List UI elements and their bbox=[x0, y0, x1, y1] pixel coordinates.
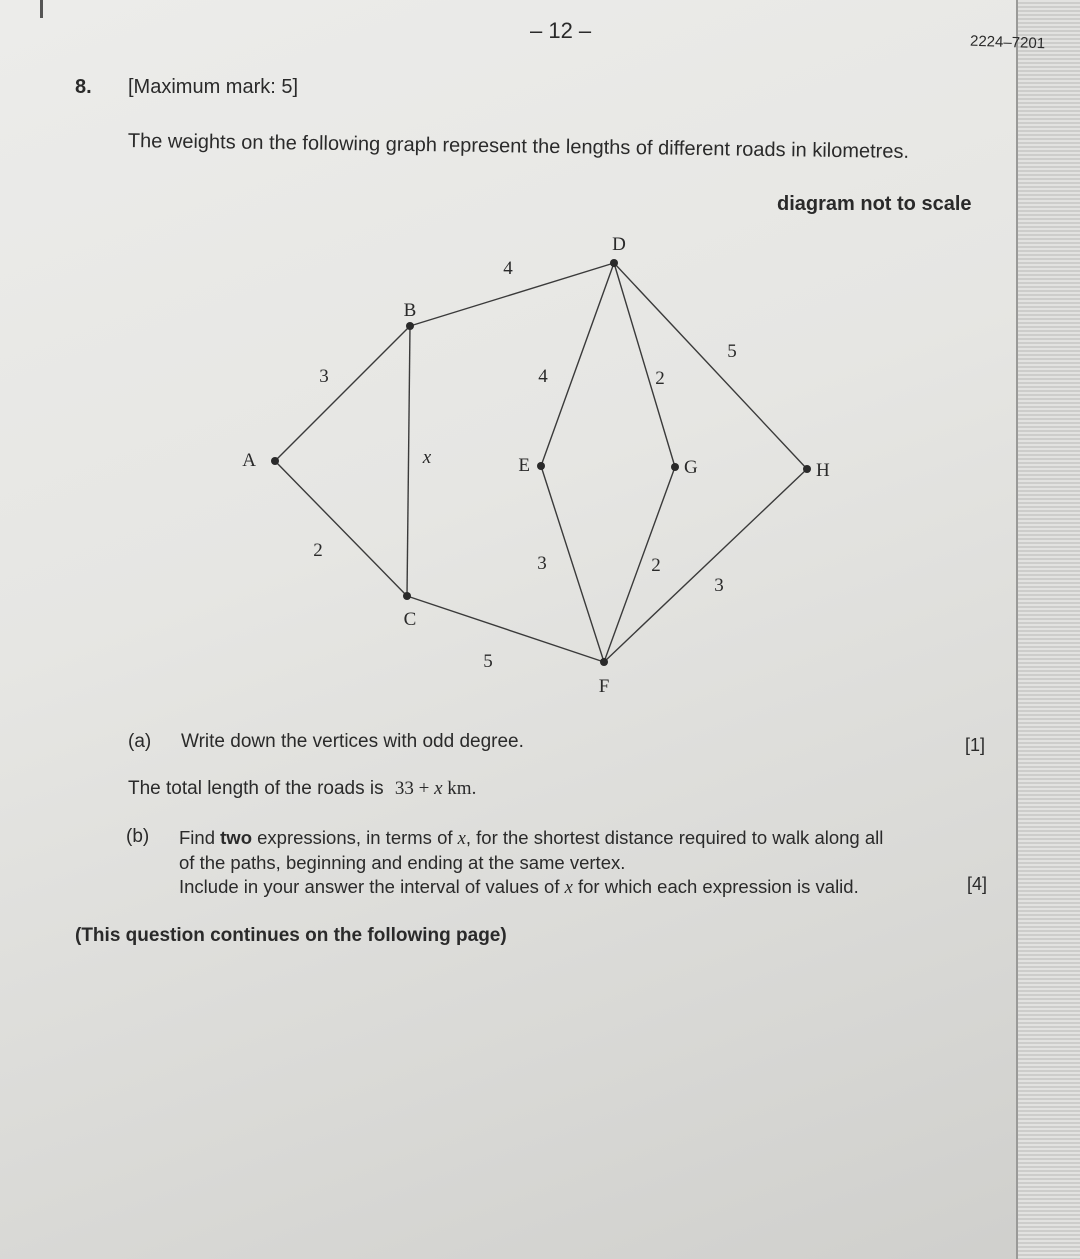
scale-note: diagram not to scale bbox=[777, 193, 972, 215]
vertex-label-h: H bbox=[816, 460, 830, 481]
edge-weight-b-d: 4 bbox=[503, 258, 513, 279]
vertex-label-f: F bbox=[598, 676, 610, 697]
edge-weight-a-b: 3 bbox=[319, 366, 329, 387]
part-b-label: (b) bbox=[126, 826, 150, 847]
edge-weight-h-f: 3 bbox=[714, 575, 724, 596]
question-number: 8. bbox=[75, 76, 92, 98]
edge-weight-d-h: 5 bbox=[727, 341, 737, 362]
maximum-mark: [Maximum mark: 5] bbox=[128, 76, 299, 98]
vertex-label-a: A bbox=[242, 450, 256, 471]
edge-a-b bbox=[275, 326, 410, 461]
edge-weight-e-f: 3 bbox=[537, 553, 547, 574]
total-length-text: The total length of the roads is bbox=[128, 778, 384, 799]
vertex-d bbox=[610, 259, 618, 267]
edge-b-c bbox=[407, 326, 410, 596]
part-b-marks: [4] bbox=[967, 874, 988, 894]
vertex-c bbox=[403, 592, 411, 600]
page-number: – 12 – bbox=[530, 18, 592, 43]
edge-e-f bbox=[541, 466, 604, 662]
part-a-label: (a) bbox=[128, 731, 152, 752]
part-a-marks: [1] bbox=[965, 735, 986, 755]
vertex-label-c: C bbox=[403, 609, 417, 630]
total-length-statement bbox=[128, 778, 476, 800]
question-intro: The weights on the following graph represent the lengths of different roads in kilometres. bbox=[127, 130, 910, 163]
edge-d-g bbox=[614, 263, 675, 467]
vertex-a bbox=[271, 457, 279, 465]
edge-weight-a-c: 2 bbox=[313, 540, 323, 561]
edge-weight-d-g: 2 bbox=[655, 368, 665, 389]
part-b-text: Find two expressions, in terms of x, for the shortest distance required to walk along all of the paths, beginning and ending at the same vertex. Include in your answer the interval of values of x for which each expression is valid. bbox=[179, 827, 884, 898]
edge-h-f bbox=[604, 469, 807, 662]
vertex-label-e: E bbox=[518, 455, 530, 476]
edge-d-e bbox=[541, 263, 614, 466]
edge-d-h bbox=[614, 263, 807, 469]
vertex-e bbox=[537, 462, 545, 470]
edge-weight-g-f: 2 bbox=[651, 555, 661, 576]
edge-weight-c-f: 5 bbox=[483, 651, 493, 672]
paper-code: 2224–7201 bbox=[969, 32, 1046, 53]
vertex-f bbox=[600, 658, 608, 666]
edge-g-f bbox=[604, 467, 675, 662]
edge-a-c bbox=[275, 461, 407, 596]
part-a-text: Write down the vertices with odd degree. bbox=[181, 731, 524, 752]
vertex-g bbox=[671, 463, 679, 471]
vertex-label-g: G bbox=[684, 457, 698, 478]
vertex-label-d: D bbox=[612, 234, 626, 255]
vertex-h bbox=[803, 465, 811, 473]
edge-weight-d-e: 4 bbox=[538, 366, 548, 387]
total-length-expression: 33 + x km. bbox=[394, 778, 477, 799]
edge-c-f bbox=[407, 596, 604, 662]
continuation-note: (This question continues on the following page) bbox=[75, 925, 507, 946]
vertex-b bbox=[406, 322, 414, 330]
edge-weight-b-c: x bbox=[422, 447, 432, 468]
vertex-label-b: B bbox=[403, 300, 417, 321]
